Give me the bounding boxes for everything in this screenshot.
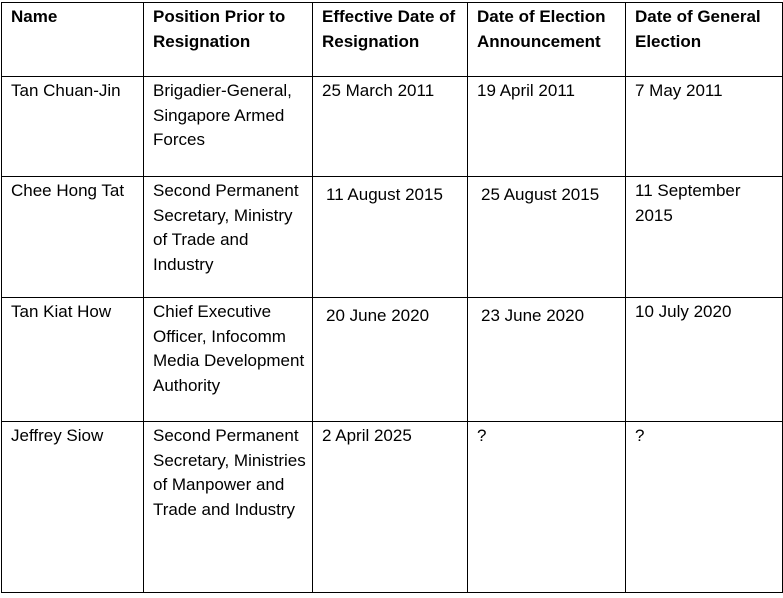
cell-resignation-date: 11 August 2015 [313, 177, 468, 298]
resignation-table [1, 2, 783, 593]
cell-name: Tan Kiat How [2, 298, 144, 422]
cell-position: Brigadier-General, Singapore Armed Forces [144, 77, 313, 177]
header-position: Position Prior to Resignation [144, 3, 313, 77]
cell-announcement-date: 23 June 2020 [468, 298, 626, 422]
cell-election-date: 7 May 2011 [626, 77, 783, 177]
cell-position: Second Permanent Secretary, Ministries of Manpower and Trade and Industry [144, 422, 313, 593]
cell-announcement-date: ? [468, 422, 626, 593]
cell-announcement-date: 25 August 2015 [468, 177, 626, 298]
cell-resignation-date: 2 April 2025 [313, 422, 468, 593]
header-announcement-date: Date of Election Announcement [468, 3, 626, 77]
cell-resignation-date: 20 June 2020 [313, 298, 468, 422]
header-election-date: Date of General Election [626, 3, 783, 77]
table-row [2, 298, 783, 422]
table-row [2, 77, 783, 177]
cell-election-date: 10 July 2020 [626, 298, 783, 422]
cell-election-date: ? [626, 422, 783, 593]
cell-name: Tan Chuan-Jin [2, 77, 144, 177]
cell-resignation-date: 25 March 2011 [313, 77, 468, 177]
cell-name: Chee Hong Tat [2, 177, 144, 298]
header-resignation-date: Effective Date of Resignation [313, 3, 468, 77]
table-header-row [2, 3, 783, 77]
cell-announcement-date: 19 April 2011 [468, 77, 626, 177]
cell-position: Chief Executive Officer, Infocomm Media Development Authority [144, 298, 313, 422]
cell-election-date: 11 September 2015 [626, 177, 783, 298]
cell-name: Jeffrey Siow [2, 422, 144, 593]
table-row [2, 177, 783, 298]
table-row [2, 422, 783, 593]
cell-position: Second Permanent Secretary, Ministry of Trade and Industry [144, 177, 313, 298]
header-name: Name [2, 3, 144, 77]
